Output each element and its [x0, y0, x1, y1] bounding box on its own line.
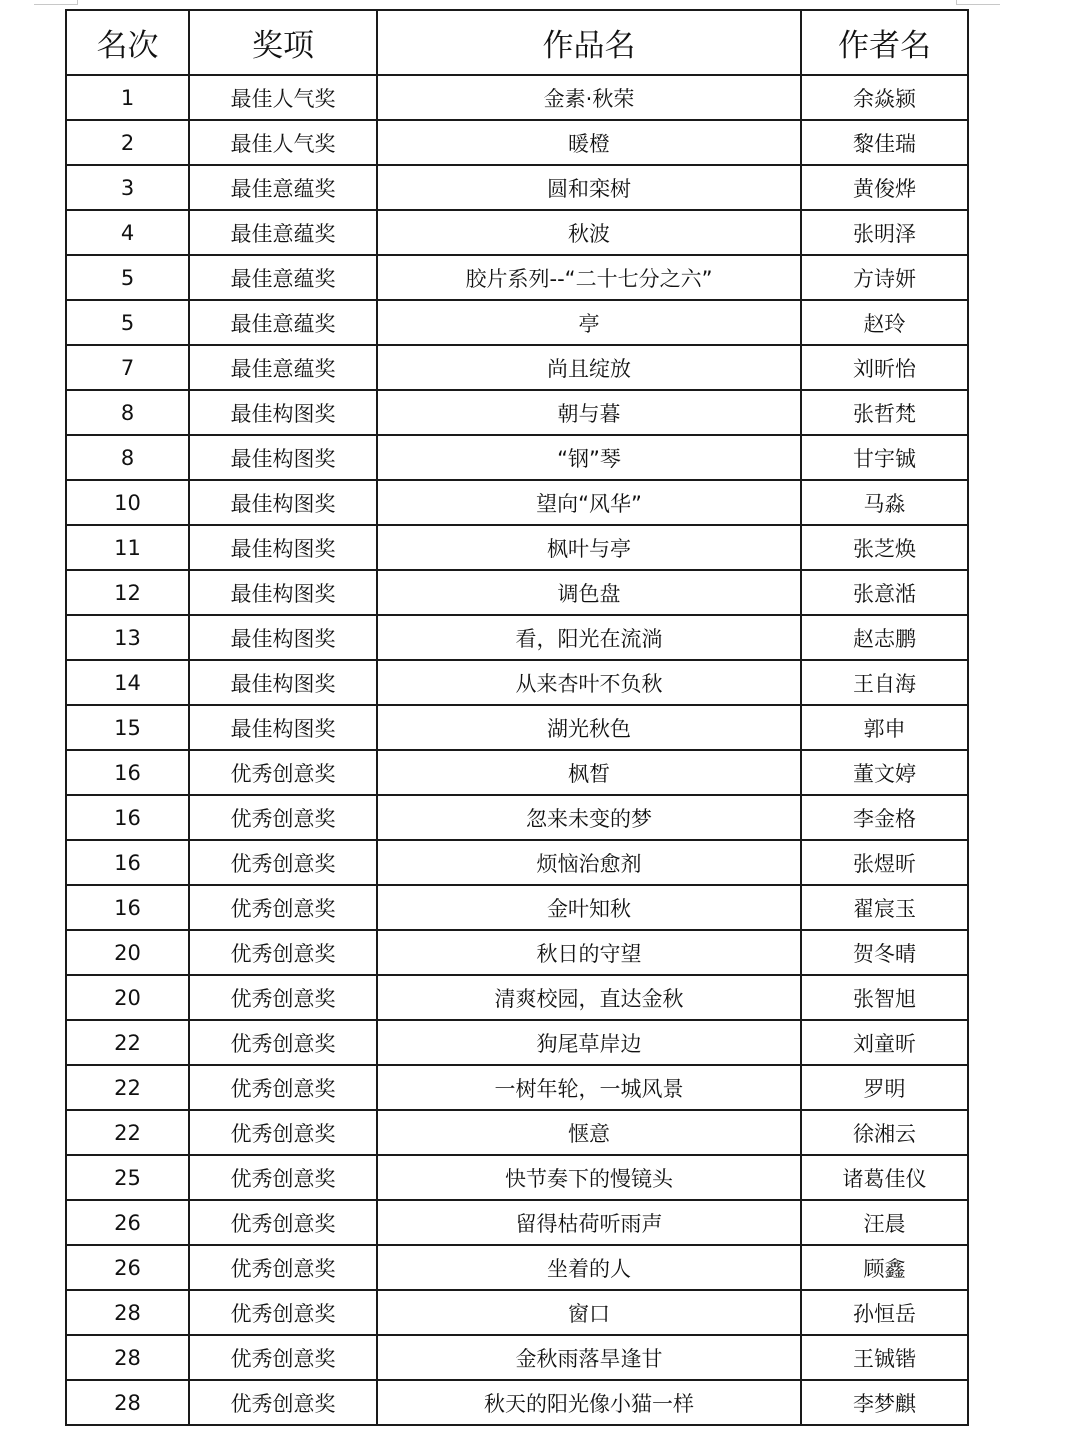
cell-author: 余焱颍 [801, 75, 968, 120]
cell-author: 李梦麒 [801, 1380, 968, 1425]
header-rank: 名次 [66, 10, 189, 75]
cell-work: 一树年轮，一城风景 [377, 1065, 801, 1110]
cell-rank: 25 [66, 1155, 189, 1200]
cell-author: 方诗妍 [801, 255, 968, 300]
cell-award: 最佳构图奖 [189, 390, 377, 435]
table-row [66, 1110, 968, 1155]
cell-award: 优秀创意奖 [189, 930, 377, 975]
cell-rank: 22 [66, 1065, 189, 1110]
cell-work: 朝与暮 [377, 390, 801, 435]
cell-work: 秋天的阳光像小猫一样 [377, 1380, 801, 1425]
cell-work: 狗尾草岸边 [377, 1020, 801, 1065]
cell-rank: 26 [66, 1245, 189, 1290]
cell-author: 黄俊烨 [801, 165, 968, 210]
table-row [66, 1380, 968, 1425]
cell-author: 诸葛佳仪 [801, 1155, 968, 1200]
cell-rank: 5 [66, 255, 189, 300]
cell-award: 最佳构图奖 [189, 525, 377, 570]
cell-award: 优秀创意奖 [189, 1020, 377, 1065]
cell-work: 金素·秋荣 [377, 75, 801, 120]
header-author: 作者名 [801, 10, 968, 75]
cell-rank: 22 [66, 1020, 189, 1065]
cell-rank: 5 [66, 300, 189, 345]
cell-author: 黎佳瑞 [801, 120, 968, 165]
table-body [66, 75, 968, 1425]
cell-work: 忽来未变的梦 [377, 795, 801, 840]
cell-award: 最佳意蕴奖 [189, 255, 377, 300]
cell-rank: 16 [66, 795, 189, 840]
cell-work: 圆和栾树 [377, 165, 801, 210]
cell-author: 罗明 [801, 1065, 968, 1110]
table-row [66, 435, 968, 480]
page-corner-mark-left [34, 0, 78, 5]
cell-rank: 16 [66, 750, 189, 795]
table-row [66, 795, 968, 840]
cell-rank: 8 [66, 435, 189, 480]
cell-award: 最佳构图奖 [189, 435, 377, 480]
cell-award: 优秀创意奖 [189, 1065, 377, 1110]
cell-award: 优秀创意奖 [189, 1245, 377, 1290]
cell-author: 郭申 [801, 705, 968, 750]
cell-award: 优秀创意奖 [189, 1335, 377, 1380]
cell-rank: 14 [66, 660, 189, 705]
cell-work: 枫晳 [377, 750, 801, 795]
cell-work: “钢”琴 [377, 435, 801, 480]
cell-rank: 8 [66, 390, 189, 435]
table-row [66, 1200, 968, 1245]
cell-author: 董文婷 [801, 750, 968, 795]
cell-award: 最佳构图奖 [189, 705, 377, 750]
table-row [66, 345, 968, 390]
cell-author: 马淼 [801, 480, 968, 525]
cell-award: 最佳意蕴奖 [189, 210, 377, 255]
cell-author: 李金格 [801, 795, 968, 840]
table-row [66, 525, 968, 570]
table-row [66, 660, 968, 705]
table-row [66, 120, 968, 165]
cell-award: 优秀创意奖 [189, 750, 377, 795]
page-corner-mark-right [956, 0, 1000, 5]
cell-author: 刘童昕 [801, 1020, 968, 1065]
table-row [66, 255, 968, 300]
cell-author: 刘昕怡 [801, 345, 968, 390]
table-row [66, 210, 968, 255]
cell-award: 优秀创意奖 [189, 975, 377, 1020]
cell-award: 优秀创意奖 [189, 1290, 377, 1335]
cell-rank: 20 [66, 975, 189, 1020]
cell-author: 张煜昕 [801, 840, 968, 885]
cell-work: 从来杏叶不负秋 [377, 660, 801, 705]
cell-work: 快节奏下的慢镜头 [377, 1155, 801, 1200]
cell-rank: 1 [66, 75, 189, 120]
table-row [66, 1245, 968, 1290]
cell-rank: 16 [66, 885, 189, 930]
cell-author: 赵玲 [801, 300, 968, 345]
cell-work: 惬意 [377, 1110, 801, 1155]
cell-work: 亭 [377, 300, 801, 345]
cell-rank: 13 [66, 615, 189, 660]
cell-award: 优秀创意奖 [189, 840, 377, 885]
cell-work: 望向“风华” [377, 480, 801, 525]
table-row [66, 1290, 968, 1335]
table-row [66, 1335, 968, 1380]
cell-work: 秋波 [377, 210, 801, 255]
cell-award: 优秀创意奖 [189, 1110, 377, 1155]
table-row [66, 705, 968, 750]
cell-work: 窗口 [377, 1290, 801, 1335]
cell-work: 秋日的守望 [377, 930, 801, 975]
cell-author: 翟宸玉 [801, 885, 968, 930]
cell-author: 张智旭 [801, 975, 968, 1020]
cell-work: 留得枯荷听雨声 [377, 1200, 801, 1245]
cell-award: 优秀创意奖 [189, 1155, 377, 1200]
cell-rank: 20 [66, 930, 189, 975]
table-row [66, 570, 968, 615]
cell-rank: 26 [66, 1200, 189, 1245]
cell-rank: 10 [66, 480, 189, 525]
table-row [66, 1020, 968, 1065]
cell-work: 金秋雨落旱逢甘 [377, 1335, 801, 1380]
cell-work: 烦恼治愈剂 [377, 840, 801, 885]
table-row [66, 480, 968, 525]
cell-award: 最佳构图奖 [189, 480, 377, 525]
cell-author: 贺冬晴 [801, 930, 968, 975]
cell-author: 汪晨 [801, 1200, 968, 1245]
cell-work: 金叶知秋 [377, 885, 801, 930]
cell-award: 最佳意蕴奖 [189, 165, 377, 210]
table-row [66, 840, 968, 885]
cell-author: 王自海 [801, 660, 968, 705]
cell-work: 湖光秋色 [377, 705, 801, 750]
table-row [66, 975, 968, 1020]
table-row [66, 750, 968, 795]
header-award: 奖项 [189, 10, 377, 75]
cell-author: 顾鑫 [801, 1245, 968, 1290]
table-row [66, 75, 968, 120]
table-row [66, 1065, 968, 1110]
cell-rank: 22 [66, 1110, 189, 1155]
table-header-row [66, 10, 968, 75]
cell-award: 优秀创意奖 [189, 1200, 377, 1245]
cell-work: 坐着的人 [377, 1245, 801, 1290]
cell-author: 张哲梵 [801, 390, 968, 435]
cell-rank: 28 [66, 1290, 189, 1335]
cell-work: 枫叶与亭 [377, 525, 801, 570]
cell-award: 最佳意蕴奖 [189, 300, 377, 345]
cell-author: 张意湉 [801, 570, 968, 615]
cell-award: 优秀创意奖 [189, 885, 377, 930]
cell-rank: 3 [66, 165, 189, 210]
cell-author: 王铖锴 [801, 1335, 968, 1380]
cell-author: 赵志鹏 [801, 615, 968, 660]
cell-award: 优秀创意奖 [189, 1380, 377, 1425]
cell-award: 优秀创意奖 [189, 795, 377, 840]
cell-rank: 11 [66, 525, 189, 570]
cell-author: 徐湘云 [801, 1110, 968, 1155]
table-row [66, 300, 968, 345]
table-row [66, 165, 968, 210]
cell-author: 甘宇铖 [801, 435, 968, 480]
table-row [66, 615, 968, 660]
cell-rank: 7 [66, 345, 189, 390]
table-row [66, 1155, 968, 1200]
cell-author: 张芝焕 [801, 525, 968, 570]
cell-rank: 16 [66, 840, 189, 885]
table-row [66, 390, 968, 435]
table-row [66, 885, 968, 930]
cell-author: 孙恒岳 [801, 1290, 968, 1335]
cell-award: 最佳构图奖 [189, 660, 377, 705]
cell-award: 最佳意蕴奖 [189, 345, 377, 390]
cell-award: 最佳人气奖 [189, 75, 377, 120]
cell-rank: 15 [66, 705, 189, 750]
cell-rank: 4 [66, 210, 189, 255]
table-row [66, 930, 968, 975]
header-work: 作品名 [377, 10, 801, 75]
cell-work: 调色盘 [377, 570, 801, 615]
cell-rank: 28 [66, 1380, 189, 1425]
cell-rank: 28 [66, 1335, 189, 1380]
cell-work: 胶片系列--“二十七分之六” [377, 255, 801, 300]
cell-work: 看，阳光在流淌 [377, 615, 801, 660]
cell-award: 最佳构图奖 [189, 615, 377, 660]
cell-work: 清爽校园，直达金秋 [377, 975, 801, 1020]
award-table [65, 9, 969, 1426]
cell-author: 张明泽 [801, 210, 968, 255]
cell-work: 尚且绽放 [377, 345, 801, 390]
cell-work: 暖橙 [377, 120, 801, 165]
cell-award: 最佳人气奖 [189, 120, 377, 165]
cell-award: 最佳构图奖 [189, 570, 377, 615]
cell-rank: 2 [66, 120, 189, 165]
cell-rank: 12 [66, 570, 189, 615]
